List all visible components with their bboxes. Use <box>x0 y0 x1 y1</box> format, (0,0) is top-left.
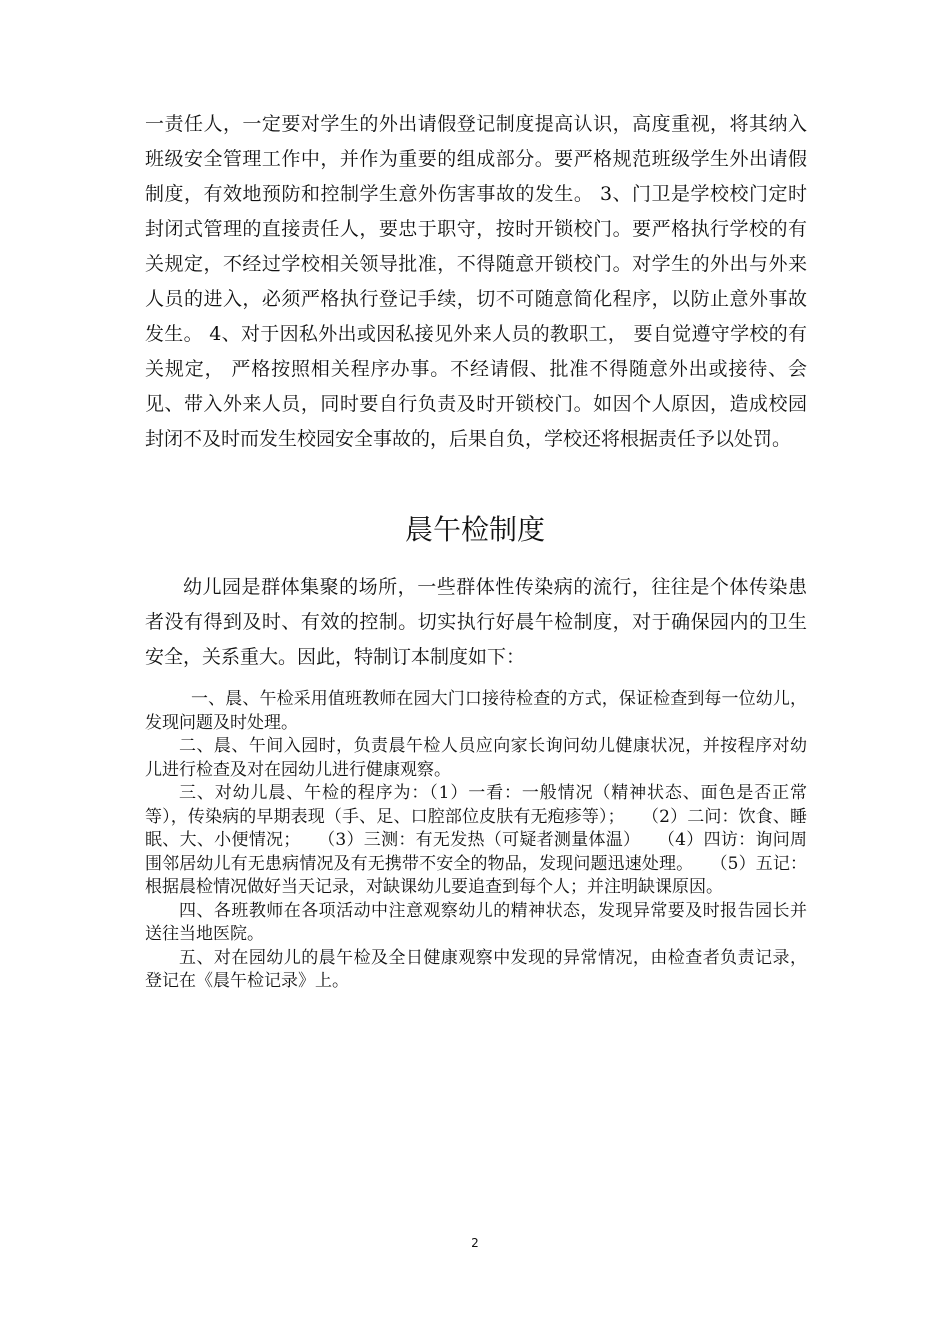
rule-item: 五、对在园幼儿的晨午检及全日健康观察中发现的异常情况，由检查者负责记录，登记在《晨午检记录》上。 <box>145 947 807 991</box>
lead-paragraph: 幼儿园是群体集聚的场所，一些群体性传染病的流行，往往是个体传染患者没有得到及时、有效的控制。切实执行好晨午检制度，对于确保园内的卫生安全，关系重大。因此，特制订本制度如下： <box>145 576 807 668</box>
rule-item: 二、晨、午间入园时，负责晨午检人员应向家长询问幼儿健康状况，并按程序对幼儿进行检查及对在园幼儿进行健康观察。 <box>145 736 807 780</box>
rule-item: 三、对幼儿晨、午检的程序为：（1）一看：一般情况（精神状态、面色是否正常等），传染病的早期表现（手、足、口腔部位皮肤有无疱疹等）； （2）二问：饮食、睡眠、大、小便情况； （3）三测：有无发热（可疑者测量体温） （4）四访：询问周围邻居幼儿有无患病情况及有无携带不安全的物品，发现问题迅速处理。 （5）五记：根据晨检情况做好当天记录，对缺课幼儿要追查到每个人；并注明缺课原因。 <box>145 783 807 897</box>
section-title: 晨午检制度 <box>404 513 545 546</box>
rules-list <box>145 688 807 994</box>
rule-item: 一、晨、午检采用值班教师在园大门口接待检查的方式，保证检查到每一位幼儿，发现问题及时处理。 <box>145 689 807 733</box>
intro-paragraph: 一责任人，一定要对学生的外出请假登记制度提高认识，高度重视，将其纳入班级安全管理工作中，并作为重要的组成部分。要严格规范班级学生外出请假制度，有效地预防和控制学生意外伤害事故的发生。 3、门卫是学校校门定时封闭式管理的直接责任人，要忠于职守，按时开锁校门。要严格执行学校的有关规定，不经过学校相关领导批准，不得随意开锁校门。对学生的外出与外来人员的进入，必须严格执行登记手续，切不可随意简化程序，以防止意外事故发生。 4、对于因私外出或因私接见外来人员的教职工， 要自觉遵守学校的有关规定， 严格按照相关程序办事。不经请假、批准不得随意外出或接待、会见、带入外来人员，同时要自行负责及时开锁校门。如因个人原因，造成校园封闭不及时而发生校园安全事故的，后果自负，学校还将根据责任予以处罚。 <box>145 113 807 450</box>
page-number: 2 <box>471 1236 479 1250</box>
rule-item: 四、各班教师在各项活动中注意观察幼儿的精神状态，发现异常要及时报告园长并送往当地医院。 <box>145 900 807 944</box>
